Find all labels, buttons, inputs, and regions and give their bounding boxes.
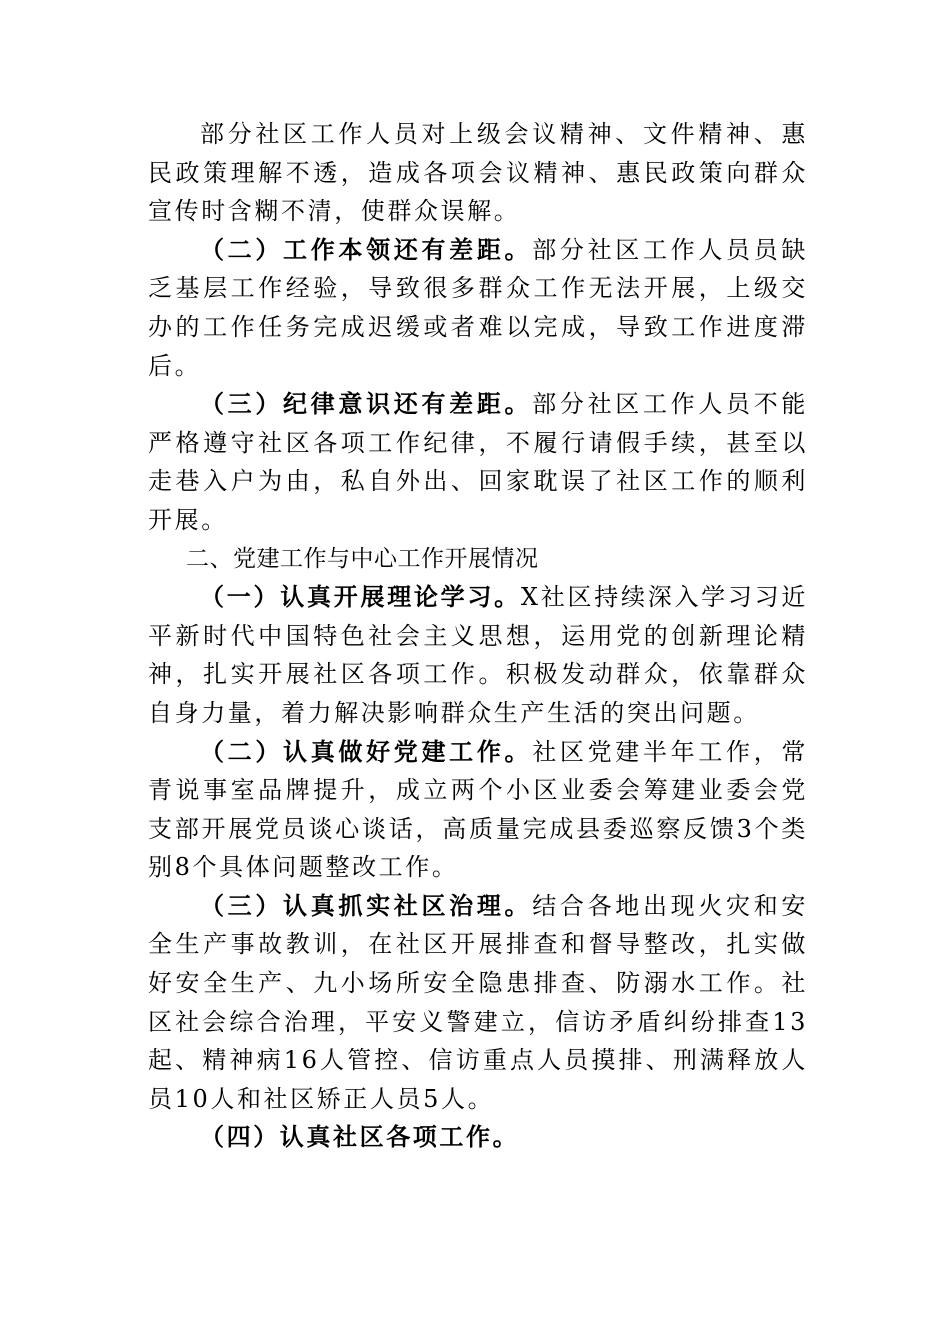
paragraph-3-text: 部分社区工作人员不能严格遵守社区各项工作纪律，不履行请假手续，甚至以走巷入户为由，私自外出、回家耽误了社区工作的顺利开展。 bbox=[148, 390, 809, 534]
paragraph-8-lead: （四）认真社区各项工作。 bbox=[200, 1122, 520, 1152]
paragraph-6-lead: （二）认真做好党建工作。 bbox=[200, 736, 533, 766]
paragraph-7-lead: （三）认真抓实社区治理。 bbox=[200, 890, 533, 920]
paragraph-1-text: 部分社区工作人员对上级会议精神、文件精神、惠民政策理解不透，造成各项会议精神、惠民政策向群众宣传时含糊不清，使群众误解。 bbox=[148, 120, 808, 226]
paragraph-3-lead: （三）纪律意识还有差距。 bbox=[200, 389, 533, 419]
paragraph-7-text: 结合各地出现火灾和安全生产事故教训，在社区开展排查和督导整改，扎实做好安全生产、九小场所安全隐患排查、防溺水工作。社区社会综合治理，平安义警建立，信访矛盾纠纷排查13起、精神病16人管控、信访重点人员摸排、刑满释放人员10人和社区矫正人员5人。 bbox=[148, 891, 809, 1113]
paragraph-8 bbox=[148, 1118, 808, 1157]
section-heading-text: 二、党建工作与中心工作开展情况 bbox=[186, 545, 539, 572]
paragraph-7 bbox=[148, 887, 808, 1119]
document-page bbox=[148, 115, 808, 1157]
paragraph-6 bbox=[148, 733, 808, 887]
paragraph-1 bbox=[148, 115, 808, 231]
paragraph-5-lead: （一）认真开展理论学习。 bbox=[200, 582, 521, 612]
paragraph-2-text: 部分社区工作人员员缺乏基层工作经验，导致很多群众工作无法开展，上级交办的工作任务完成迟缓或者难以完成，导致工作进度滞后。 bbox=[148, 235, 809, 380]
paragraph-2 bbox=[148, 231, 808, 385]
section-heading bbox=[148, 540, 808, 579]
paragraph-6-text: 社区党建半年工作，常青说事室品牌提升，成立两个小区业委会筹建业委会党支部开展党员谈心谈话，高质量完成县委巡察反馈3个类别8个具体问题整改工作。 bbox=[148, 737, 809, 882]
paragraph-5-text: X社区持续深入学习习近平新时代中国特色社会主义思想，运用党的创新理论精神，扎实开展社区各项工作。积极发动群众，依靠群众自身力量，着力解决影响群众生产生活的突出问题。 bbox=[148, 583, 809, 727]
paragraph-3 bbox=[148, 385, 808, 539]
paragraph-2-lead: （二）工作本领还有差距。 bbox=[200, 234, 533, 264]
paragraph-5 bbox=[148, 578, 808, 732]
